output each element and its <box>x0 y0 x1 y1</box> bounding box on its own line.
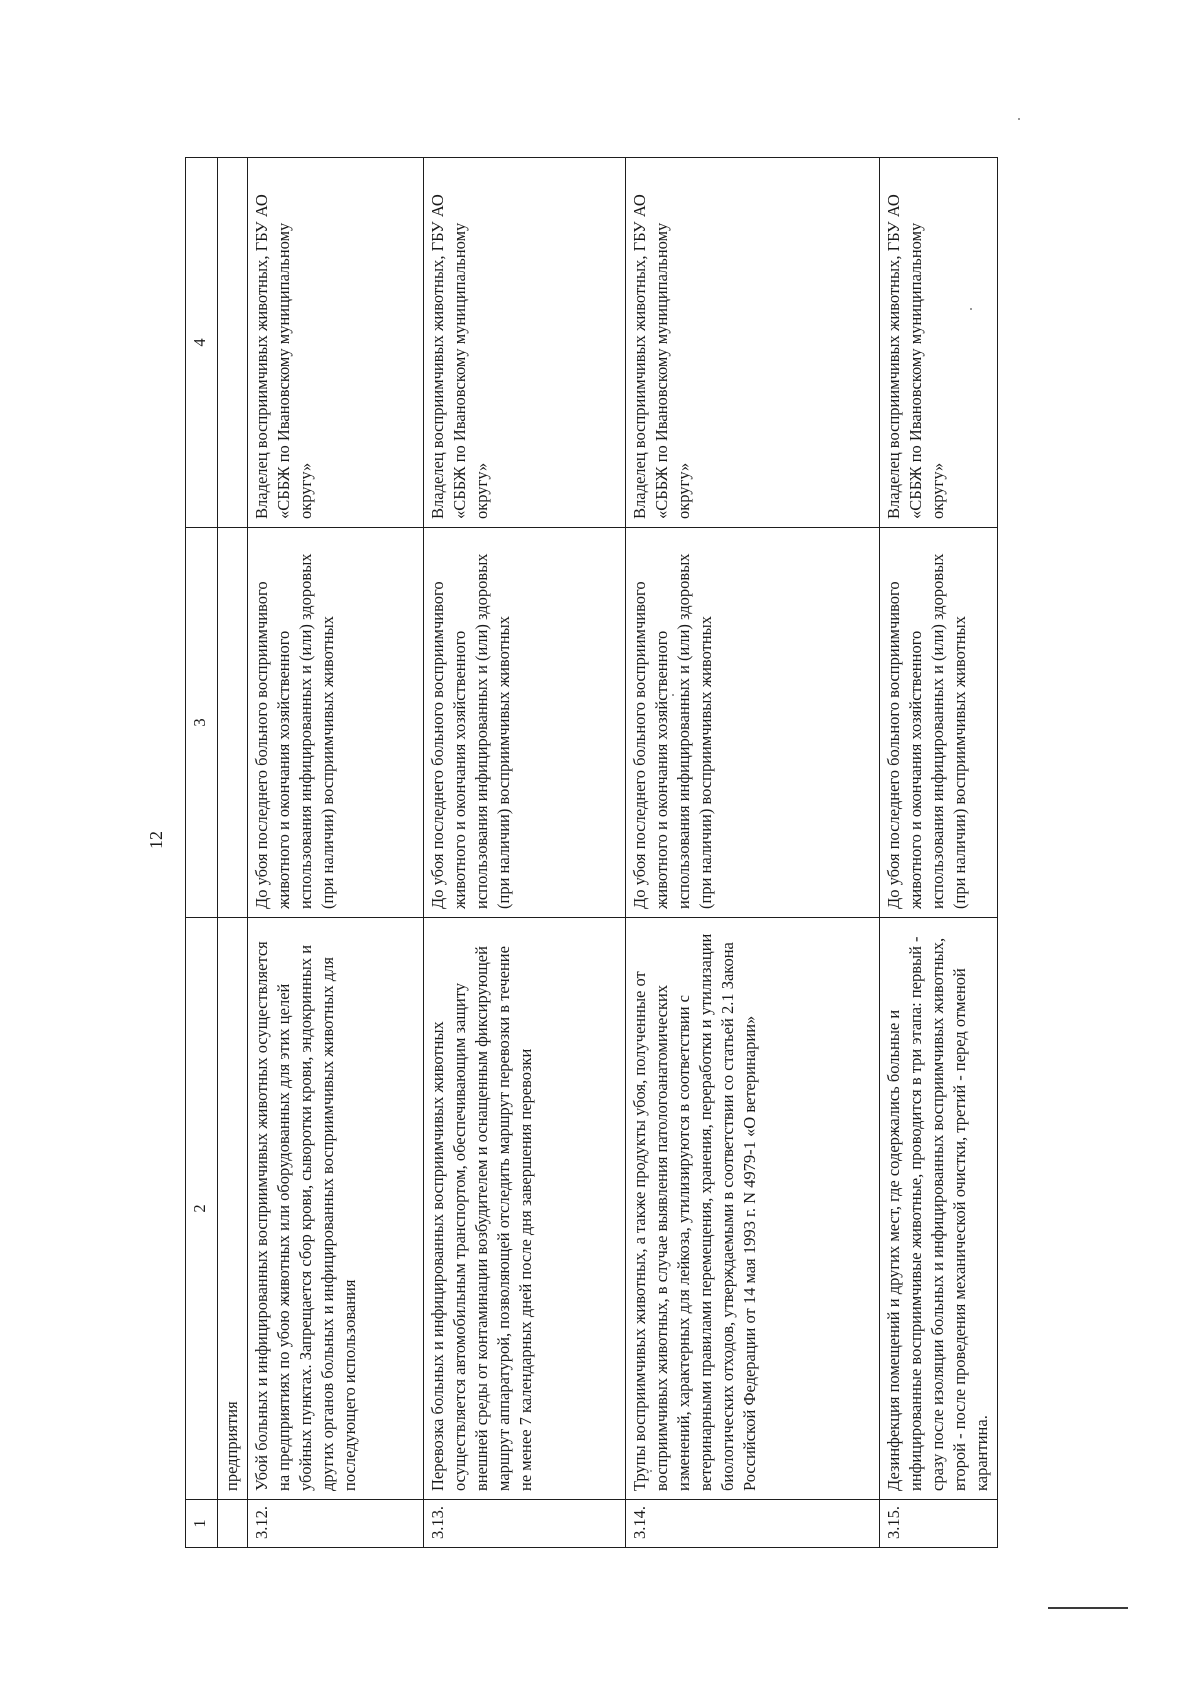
cell-period: До убоя последнего больного восприимчивого животного и окончания хозяйственного использования инфицированных и (или) здоровых (при наличии) восприимчивых животных <box>880 528 998 918</box>
cell-measure-text: Перевозка больных и инфицированных восприимчивых животных осуществляется автомобильным транспортом, обеспечивающим защиту внешней среды от контаминации возбудителем и оснащенным фиксирующей маршрут аппаратурой, позволяющей отследить маршрут перевозки в течение не менее 7 календарных дней после дня завершения перевозки <box>424 918 626 1500</box>
cell-period: До убоя последнего больного восприимчивого животного и окончания хозяйственного использования инфицированных и (или) здоровых (при наличии) восприимчивых животных <box>424 528 626 918</box>
table-row <box>424 158 626 1548</box>
cell-responsible: Владелец восприимчивых животных, ГБУ АО «СББЖ по Ивановскому муниципальному округу» <box>424 158 626 528</box>
continuation-row <box>218 158 248 1548</box>
cell-period: До убоя последнего больного восприимчивого животного и окончания хозяйственного использования инфицированных и (или) здоровых (при наличии) восприимчивых животных <box>626 528 880 918</box>
table-row <box>248 158 424 1548</box>
scan-speck <box>672 694 674 696</box>
cell-period: До убоя последнего больного восприимчивого животного и окончания хозяйственного использования инфицированных и (или) здоровых (при наличии) восприимчивых животных <box>248 528 424 918</box>
rotated-table-wrapper <box>185 158 991 1548</box>
cell-responsible: Владелец восприимчивых животных, ГБУ АО «СББЖ по Ивановскому муниципальному округу» <box>880 158 998 528</box>
cell-measure-text: Убой больных и инфицированных восприимчивых животных осуществляется на предприятиях по убою животных или оборудованных для этих целей убойных пунктах. Запрещается сбор крови, сыворотки крови, эндокринных и других органов больных и инфицированных восприимчивых животных для последующего использования <box>248 918 424 1500</box>
table-row <box>880 158 998 1548</box>
cell-number: 3.12. <box>248 1500 424 1548</box>
cell-number: 3.13. <box>424 1500 626 1548</box>
cell-number: 3.14. <box>626 1500 880 1548</box>
table-header-row <box>186 158 218 1548</box>
header-col-3: 3 <box>186 528 218 918</box>
cell-responsible: Владелец восприимчивых животных, ГБУ АО «СББЖ по Ивановскому муниципальному округу» <box>248 158 424 528</box>
cell-measure-text: предприятия <box>218 918 248 1500</box>
header-col-1: 1 <box>186 1500 218 1548</box>
cell-number: 3.15. <box>880 1500 998 1548</box>
cell-number <box>218 1500 248 1548</box>
footer-rule <box>1048 1607 1128 1609</box>
page-number: 12 <box>146 831 166 849</box>
header-col-4: 4 <box>186 158 218 528</box>
scan-speck <box>970 308 972 310</box>
header-col-2: 2 <box>186 918 218 1500</box>
scan-speck <box>650 1470 652 1472</box>
cell-responsible: Владелец восприимчивых животных, ГБУ АО «СББЖ по Ивановскому муниципальному округу» <box>626 158 880 528</box>
measures-table <box>185 157 998 1548</box>
cell-measure-text: Дезинфекция помещений и других мест, где содержались больные и инфицированные восприимчивые животные, проводится в три этапа: первый - сразу после изоляции больных и инфицированных восприимчивых животных, второй - после проведения механической очистки, третий - перед отменой карантина. <box>880 918 998 1500</box>
cell-period <box>218 528 248 918</box>
cell-measure-text: Трупы восприимчивых животных, а также продукты убоя, полученные от восприимчивых животных, в случае выявления патологоанатомических изменений, характерных для лейкоза, утилизируются в соответствии с ветеринарными правилами перемещения, хранения, переработки и утилизации биологических отходов, утверждаемыми в соответствии со статьей 2.1 Закона Российской Федерации от 14 мая 1993 г. N 4979-1 «О ветеринарии» <box>626 918 880 1500</box>
scan-speck <box>1018 118 1020 120</box>
cell-responsible <box>218 158 248 528</box>
table-row <box>626 158 880 1548</box>
